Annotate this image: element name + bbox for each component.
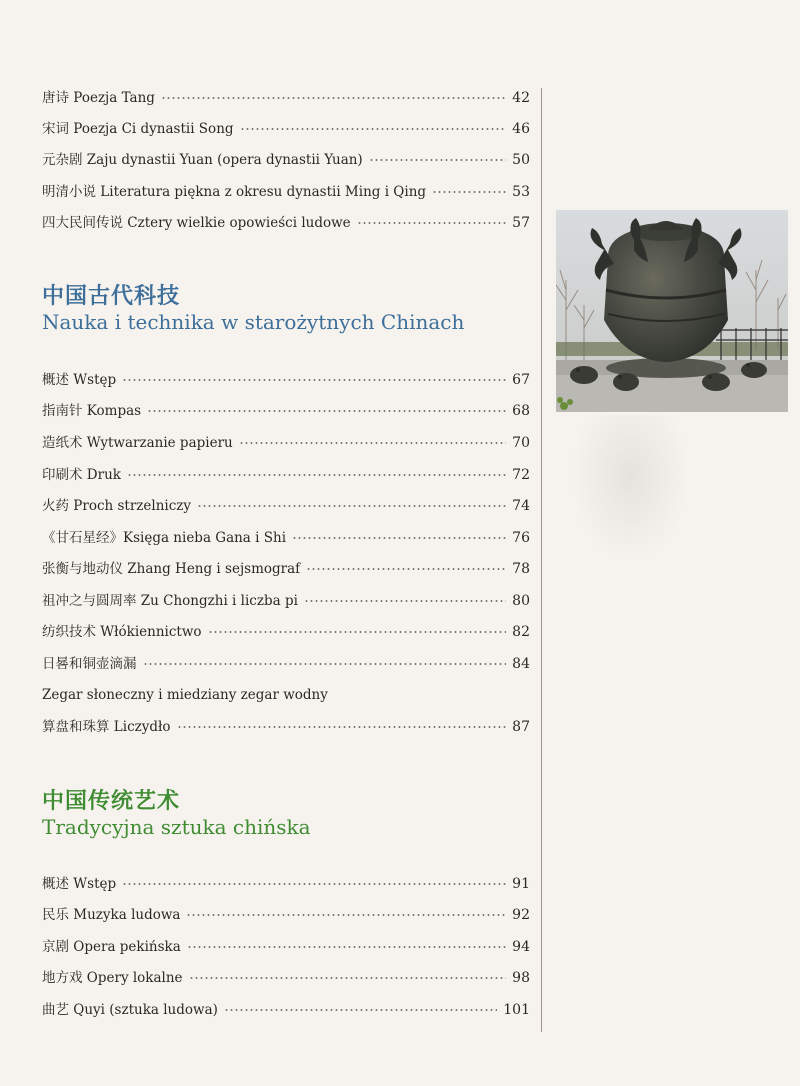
toc-entry-title: 唐诗 Poezja Tang [42, 90, 155, 106]
toc-entry-title: 火药 Proch strzelniczy [42, 498, 192, 514]
toc-entry[interactable] [42, 998, 530, 1022]
toc-entry-title: 元杂剧 Zaju dynastii Yuan (opera dynastii Yuan) [42, 152, 363, 168]
toc-entry[interactable] [42, 966, 530, 990]
dot-leader [122, 379, 506, 381]
section-title-pl: Tradycyjna sztuka chińska [42, 815, 311, 839]
toc-entry[interactable] [42, 368, 530, 392]
toc-entry[interactable] [42, 180, 530, 204]
toc-entry-page: 42 [512, 90, 530, 106]
toc-entry[interactable] [42, 872, 530, 896]
faint-background-figure [570, 415, 690, 565]
toc-entry[interactable] [42, 620, 530, 644]
toc-entry[interactable] [42, 117, 530, 141]
toc-entry-title: 宋词 Poezja Ci dynastii Song [42, 121, 234, 137]
toc-entry-title: 概述 Wstęp [42, 876, 117, 892]
toc-entry-page: 92 [512, 907, 530, 923]
toc-entry[interactable] [42, 86, 530, 110]
toc-entry[interactable] [42, 557, 530, 581]
toc-entry-page: 74 [512, 498, 530, 514]
toc-entry[interactable] [42, 715, 530, 739]
toc-entry-title: 民乐 Muzyka ludowa [42, 907, 181, 923]
dot-leader [143, 663, 507, 665]
toc-entry-title: 印刷术 Druk [42, 467, 121, 483]
vertical-divider [541, 88, 542, 1032]
dot-leader [187, 946, 506, 948]
dot-leader [161, 97, 506, 99]
toc-entry[interactable] [42, 148, 530, 172]
toc-entry-page: 82 [512, 624, 530, 640]
toc-entry-continuation [42, 683, 530, 707]
toc-entry-title: 四大民间传说 Cztery wielkie opowieści ludowe [42, 215, 351, 231]
toc-entry-title: 曲艺 Quyi (sztuka ludowa) [42, 1002, 218, 1018]
toc-entry-title: 张衡与地动仪 Zhang Heng i sejsmograf [42, 561, 301, 577]
toc-entry-title: 日晷和铜壶滴漏 [42, 656, 137, 672]
toc-entry-page: 57 [512, 215, 530, 231]
toc-entry-title: 纺织技术 Włókiennictwo [42, 624, 202, 640]
toc-entry[interactable] [42, 935, 530, 959]
toc-entry[interactable] [42, 494, 530, 518]
dot-leader [186, 914, 506, 916]
toc-entry-page: 70 [512, 435, 530, 451]
toc-entry-title: 指南针 Kompas [42, 403, 142, 419]
toc-entry[interactable] [42, 431, 530, 455]
toc-entry-page: 84 [512, 656, 530, 672]
toc-entry-title: 京剧 Opera pekińska [42, 939, 181, 955]
dot-leader [177, 726, 506, 728]
toc-entry-title: 概述 Wstęp [42, 372, 117, 388]
toc-entry[interactable] [42, 652, 530, 676]
toc-entry-page: 87 [512, 719, 530, 735]
dot-leader [306, 568, 506, 570]
toc-entry[interactable] [42, 211, 530, 235]
toc-entry-title: 祖冲之与圆周率 Zu Chongzhi i liczba pi [42, 593, 298, 609]
toc-entry-page: 50 [512, 152, 530, 168]
dot-leader [369, 159, 506, 161]
toc-entry[interactable] [42, 903, 530, 927]
toc-entry-title: 明清小说 Literatura piękna z okresu dynastii Ming i Qing [42, 184, 427, 200]
toc-entry-page: 68 [512, 403, 530, 419]
toc-entry-page: 72 [512, 467, 530, 483]
dot-leader [147, 410, 506, 412]
toc-entry-page: 76 [512, 530, 530, 546]
bronze-vessel-icon [556, 210, 788, 412]
toc-entry[interactable] [42, 463, 530, 487]
toc-entry-page: 94 [512, 939, 530, 955]
toc-entry-page: 91 [512, 876, 530, 892]
toc-entry[interactable] [42, 399, 530, 423]
dot-leader [189, 977, 506, 979]
section-title-zh: 中国传统艺术 [42, 789, 181, 814]
dot-leader [127, 474, 506, 476]
toc-entry-title: 地方戏 Opery lokalne [42, 970, 183, 986]
toc-entry-page: 53 [512, 184, 530, 200]
dot-leader [122, 883, 506, 885]
toc-entry-title: Zegar słoneczny i miedziany zegar wodny [42, 687, 328, 703]
toc-entry[interactable] [42, 589, 530, 613]
toc-entry-page: 67 [512, 372, 530, 388]
toc-entry-title: 造纸术 Wytwarzanie papieru [42, 435, 233, 451]
seismograph-photo [556, 210, 788, 412]
dot-leader [240, 128, 506, 130]
dot-leader [357, 222, 506, 224]
dot-leader [432, 191, 506, 193]
toc-entry-page: 80 [512, 593, 530, 609]
section-title-pl: Nauka i technika w starożytnych Chinach [42, 310, 465, 334]
dot-leader [208, 631, 506, 633]
section-title-zh: 中国古代科技 [42, 284, 181, 309]
dot-leader [197, 505, 506, 507]
toc-entry[interactable] [42, 526, 530, 550]
toc-entry-page: 78 [512, 561, 530, 577]
dot-leader [224, 1009, 497, 1011]
dot-leader [292, 537, 506, 539]
toc-entry-page: 101 [503, 1002, 530, 1018]
toc-entry-title: 算盘和珠算 Liczydło [42, 719, 171, 735]
dot-leader [304, 600, 506, 602]
toc-entry-page: 46 [512, 121, 530, 137]
dot-leader [239, 442, 506, 444]
toc-entry-page: 98 [512, 970, 530, 986]
toc-entry-title: 《甘石星经》Księga nieba Gana i Shi [42, 530, 287, 546]
